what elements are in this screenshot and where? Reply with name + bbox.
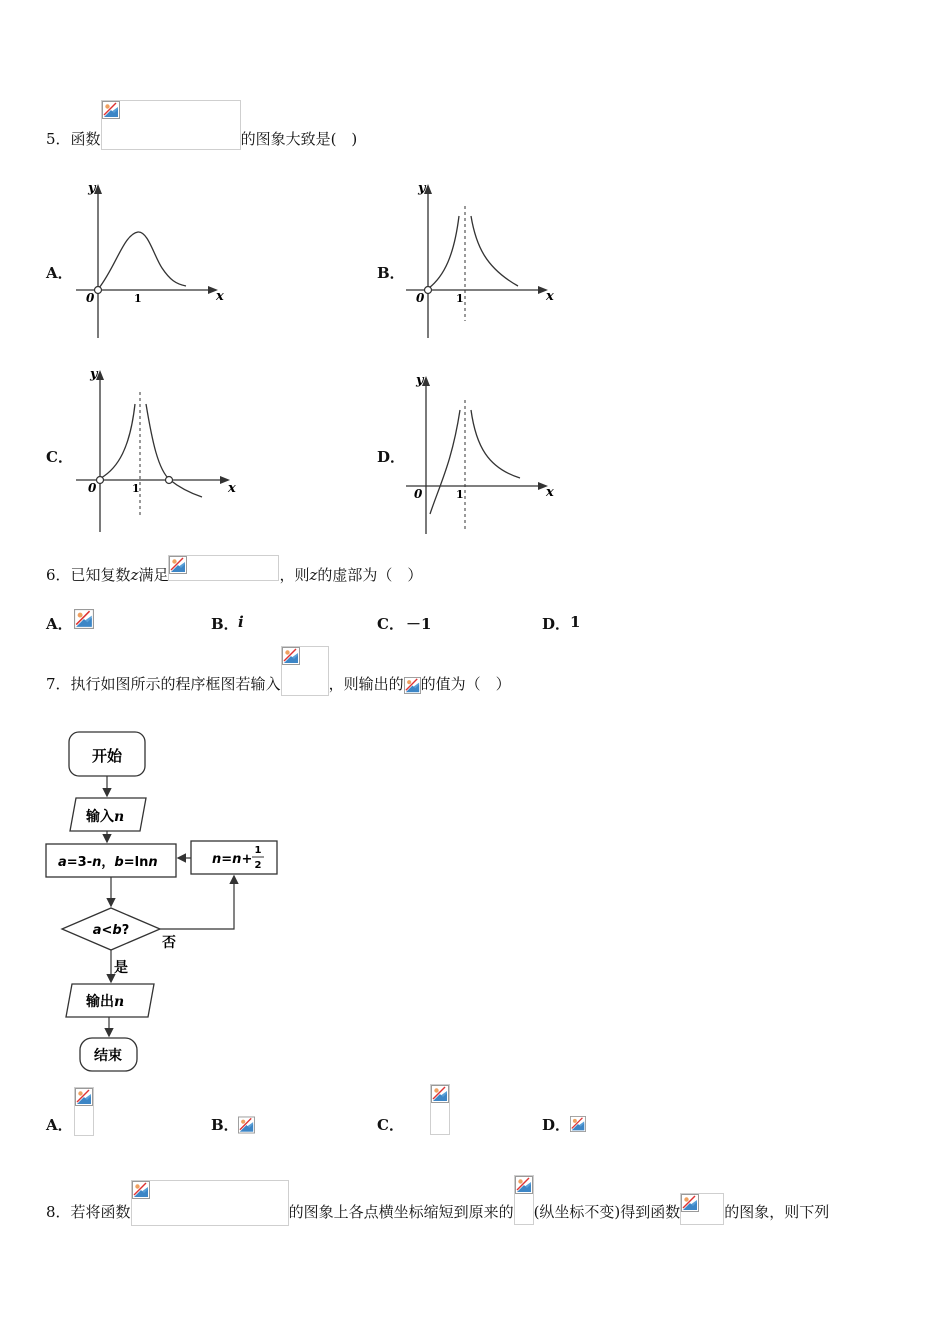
- broken-image-icon: [681, 1194, 699, 1212]
- q5b-y-label: y: [418, 181, 426, 196]
- q7-option-a-label: A．: [46, 1116, 73, 1134]
- q7-option-c-label: C．: [377, 1116, 404, 1134]
- q5a-x-label: x: [216, 289, 224, 304]
- q6-var-z: z: [130, 565, 139, 584]
- q5b-origin-label: 0: [416, 291, 425, 305]
- fc-input-text: 输入n: [86, 809, 125, 825]
- q8-stem: [46, 1196, 829, 1226]
- q5-formula-image: [101, 100, 241, 150]
- q8-formula-image-1: [131, 1180, 289, 1226]
- q5-option-b-graph: [396, 176, 566, 346]
- q5b-x-label: x: [546, 289, 554, 304]
- q8-formula-image-3: [680, 1193, 724, 1225]
- q5d-tick-label: 1: [456, 488, 464, 501]
- q6-mid1: 满足: [138, 566, 169, 584]
- q5-number: 5．: [46, 129, 71, 148]
- q7-option-d-label: D．: [542, 1116, 571, 1134]
- q6-option-d-label: D．: [542, 615, 571, 633]
- broken-image-icon: [404, 677, 421, 694]
- q6-option-c-value: －1: [406, 615, 432, 633]
- q6-mid2: ，则: [279, 566, 310, 584]
- fc-frac-den: 2: [254, 860, 262, 871]
- broken-image-icon: [132, 1181, 150, 1199]
- q6-option-a-label: A．: [46, 615, 73, 633]
- q5c-origin-label: 0: [88, 481, 97, 495]
- fc-start-label: 开始: [91, 747, 123, 765]
- q5c-tick-label: 1: [132, 482, 140, 495]
- broken-image-icon: [102, 101, 120, 119]
- q6-suffix: 的虚部为（ ）: [317, 566, 423, 584]
- broken-image-icon: [570, 1113, 586, 1135]
- fc-assign-text: a=3-n，b=lnn: [58, 855, 158, 870]
- q7-stem: [46, 670, 511, 696]
- q7-suffix: 的值为（ ）: [420, 674, 511, 693]
- q7-input-image: [281, 646, 329, 696]
- q6-formula-image: [168, 555, 279, 581]
- q5-option-b-label: B．: [377, 264, 405, 282]
- q5d-origin-label: 0: [414, 487, 423, 501]
- q5-option-a-graph: [66, 176, 236, 346]
- broken-image-icon: [515, 1176, 533, 1194]
- q5c-y-label: y: [90, 367, 98, 382]
- q8-suffix: 的图象，则下列: [724, 1202, 830, 1221]
- q8-prefix: 若将函数: [70, 1202, 131, 1221]
- q7-flowchart: [40, 725, 290, 1085]
- fc-end-label: 结束: [94, 1048, 122, 1064]
- broken-image-icon: [74, 609, 94, 629]
- q7-prefix: 执行如图所示的程序框图若输入: [70, 674, 281, 693]
- q5b-tick-label: 1: [456, 292, 464, 305]
- q5d-y-label: y: [416, 373, 424, 388]
- q6-option-b-value: i: [238, 613, 244, 631]
- q8-formula-image-2: [514, 1175, 534, 1225]
- q6-option-d-value: 1: [570, 613, 581, 631]
- q6-number: 6．: [46, 566, 71, 584]
- fc-yes-label: 是: [114, 960, 128, 976]
- q5-prefix: 函数: [70, 129, 101, 148]
- q5a-tick-label: 1: [134, 292, 142, 305]
- broken-image-icon: [282, 647, 300, 665]
- fc-no-label: 否: [162, 935, 176, 951]
- q6-option-c-label: C．: [377, 615, 404, 633]
- q5a-y-label: y: [88, 181, 96, 196]
- q5a-origin-label: 0: [86, 291, 95, 305]
- q5-option-c-graph: [66, 360, 246, 540]
- q8-mid2: (纵坐标不变)得到函数: [533, 1202, 681, 1221]
- q5-option-a-label: A．: [46, 264, 73, 282]
- q8-mid1: 的图象上各点横坐标缩短到原来的: [288, 1202, 514, 1221]
- q5-option-c-label: C．: [46, 448, 73, 466]
- q6-option-b-label: B．: [211, 615, 239, 633]
- q5-suffix: 的图象大致是( ): [240, 129, 358, 148]
- q5c-x-label: x: [228, 481, 236, 496]
- broken-image-icon: [431, 1085, 449, 1103]
- q7-number: 7．: [46, 674, 71, 693]
- q6-prefix: 已知复数: [70, 566, 131, 584]
- q6-stem: [46, 564, 422, 585]
- fc-output-text: 输出n: [86, 994, 125, 1010]
- q7-option-c-image: [430, 1084, 450, 1135]
- fc-frac-num: 1: [254, 845, 262, 856]
- broken-image-icon: [238, 1116, 255, 1134]
- q7-option-b-label: B．: [211, 1116, 239, 1134]
- q8-number: 8．: [46, 1202, 71, 1221]
- broken-image-icon: [75, 1088, 93, 1106]
- broken-image-icon: [169, 556, 187, 574]
- q5d-x-label: x: [546, 485, 554, 500]
- q5-option-d-graph: [396, 366, 566, 540]
- q5-option-d-label: D．: [377, 448, 406, 466]
- q6-var-z2: z: [309, 565, 318, 584]
- q5-stem: [46, 126, 357, 150]
- q7-option-a-image: [74, 1087, 94, 1136]
- fc-update-text: n=n+: [212, 852, 253, 867]
- q7-mid: ，则输出的: [328, 674, 404, 693]
- fc-condition-text: a<b?: [92, 923, 130, 938]
